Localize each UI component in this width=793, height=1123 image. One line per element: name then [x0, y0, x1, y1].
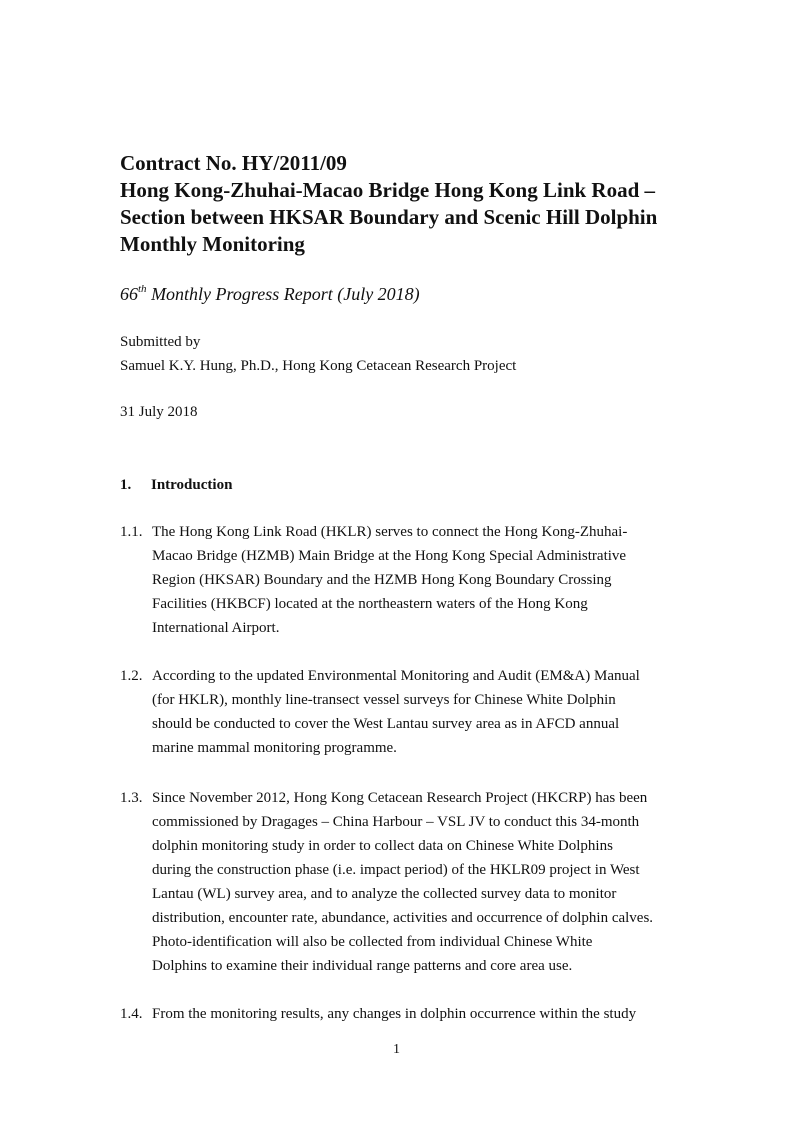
report-subtitle-text: Monthly Progress Report (July 2018)	[146, 284, 420, 304]
paragraph-number: 1.2.	[120, 668, 143, 684]
paragraph-line: Macao Bridge (HZMB) Main Bridge at the Hong Kong Special Administrative	[152, 548, 627, 564]
paragraph-line: (for HKLR), monthly line-transect vessel surveys for Chinese White Dolphin	[152, 692, 616, 708]
title-line-contract: Contract No. HY/2011/09	[120, 151, 347, 175]
submitted-by-author: Samuel K.Y. Hung, Ph.D., Hong Kong Cetacean Research Project	[120, 358, 517, 374]
paragraph-line: Region (HKSAR) Boundary and the HZMB Hong Kong Boundary Crossing	[152, 572, 612, 588]
paragraph-line: distribution, encounter rate, abundance, activities and occurrence of dolphin calves.	[152, 910, 654, 926]
paragraph-line: Dolphins to examine their individual range patterns and core area use.	[152, 958, 573, 974]
paragraph-1-2	[120, 664, 680, 760]
paragraph-line: Since November 2012, Hong Kong Cetacean Research Project (HKCRP) has been	[152, 790, 648, 806]
paragraph-number: 1.1.	[120, 524, 143, 540]
title-line-project: Hong Kong-Zhuhai-Macao Bridge Hong Kong Link Road –	[120, 178, 656, 202]
section-title: Introduction	[151, 477, 233, 493]
section-heading	[120, 473, 232, 497]
paragraph-number: 1.4.	[120, 1006, 143, 1022]
report-number-suffix: th	[138, 283, 147, 295]
submitted-by-label: Submitted by	[120, 334, 201, 350]
section-number: 1.	[120, 477, 132, 493]
paragraph-line: From the monitoring results, any changes in dolphin occurrence within the study	[152, 1006, 637, 1022]
paragraph-line: According to the updated Environmental Monitoring and Audit (EM&A) Manual	[152, 668, 640, 684]
report-date: 31 July 2018	[120, 404, 198, 420]
paragraph-line: The Hong Kong Link Road (HKLR) serves to connect the Hong Kong-Zhuhai-	[152, 524, 628, 540]
paragraph-line: Lantau (WL) survey area, and to analyze the collected survey data to monitor	[152, 886, 617, 902]
paragraph-number: 1.3.	[120, 790, 143, 806]
title-line-monitoring: Monthly Monitoring	[120, 232, 305, 256]
paragraph-line: dolphin monitoring study in order to collect data on Chinese White Dolphins	[152, 838, 613, 854]
report-number: 66	[120, 284, 138, 304]
report-subtitle	[120, 282, 420, 306]
paragraph-line: Facilities (HKBCF) located at the northeastern waters of the Hong Kong	[152, 596, 588, 612]
paragraph-line: during the construction phase (i.e. impact period) of the HKLR09 project in West	[152, 862, 640, 878]
paragraph-1-4	[120, 1002, 680, 1026]
paragraph-line: should be conducted to cover the West Lantau survey area as in AFCD annual	[152, 716, 620, 732]
title-line-section: Section between HKSAR Boundary and Scenic Hill Dolphin	[120, 205, 658, 229]
document-title	[120, 150, 720, 258]
paragraph-1-3	[120, 786, 680, 978]
paragraph-line: marine mammal monitoring programme.	[152, 740, 397, 756]
submission-block	[120, 330, 516, 378]
paragraph-line: commissioned by Dragages – China Harbour – VSL JV to conduct this 34-month	[152, 814, 640, 830]
page-number: 1	[393, 1042, 400, 1057]
paragraph-line: International Airport.	[152, 620, 280, 636]
paragraph-1-1	[120, 520, 680, 640]
paragraph-line: Photo-identification will also be collected from individual Chinese White	[152, 934, 593, 950]
